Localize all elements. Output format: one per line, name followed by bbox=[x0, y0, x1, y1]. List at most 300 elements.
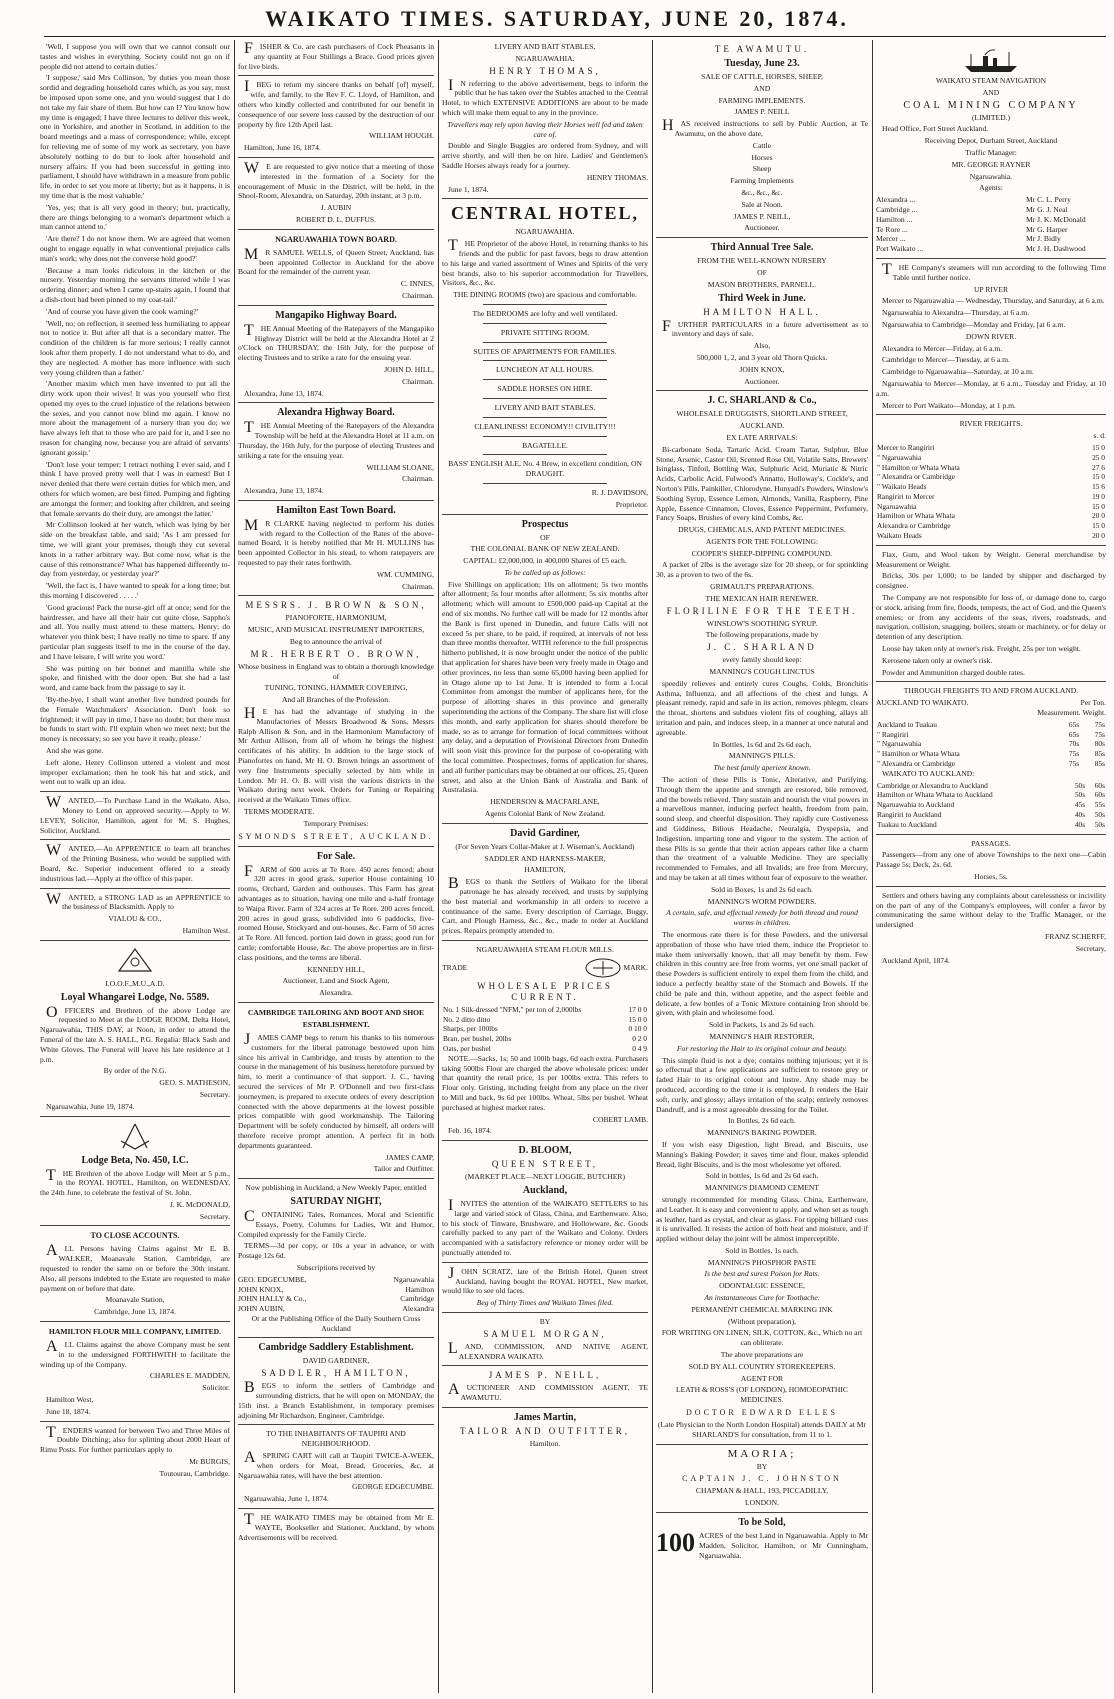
route: Hamilton or Whata Whata to Auckland bbox=[877, 790, 993, 800]
through-header bbox=[876, 698, 1106, 708]
divider bbox=[238, 500, 434, 501]
receiving-depot: Receiving Depot, Durham Street, Auckland bbox=[924, 136, 1058, 146]
freight-price: 25 0 bbox=[1092, 452, 1105, 462]
divider bbox=[238, 402, 434, 403]
brown-sub: Whose business in England was to obtain a thorough knowledge of bbox=[238, 661, 434, 681]
jc-sharland: J. C. SHARLAND bbox=[707, 642, 817, 653]
weight-price: 75s bbox=[1094, 729, 1105, 739]
freight-price: 15 0 bbox=[1092, 501, 1105, 511]
down-river-title: DOWN RIVER. bbox=[965, 331, 1017, 341]
trade-label: TRADE bbox=[442, 962, 468, 972]
floriline: FLORILINE FOR THE TEETH. bbox=[666, 605, 858, 616]
town-board-title: NGARUAWAHIA TOWN BOARD. bbox=[275, 234, 397, 244]
ad-wanted-lad: WANTED, a STRONG LAD as an APPRENTICE to the business of Blacksmith. Apply to bbox=[46, 890, 230, 912]
maoria-city: LONDON. bbox=[745, 1498, 779, 1508]
freight-price: 15 0 bbox=[1092, 442, 1105, 452]
agent-place: Alexandra bbox=[402, 1304, 434, 1314]
close-accounts-title: TO CLOSE ACCOUNTS. bbox=[90, 1231, 180, 1241]
lodge-beta-title: Lodge Beta, No. 450, I.C. bbox=[81, 1154, 189, 1166]
signature: ROBERT D. L. DUFFUS. bbox=[296, 214, 376, 224]
sale-date: Tuesday, June 23. bbox=[724, 58, 800, 69]
neill-name: JAMES P. NEILL, bbox=[488, 1370, 602, 1381]
freight-row bbox=[876, 472, 1106, 482]
to-be-sold-body: ACRES of the best Land in Ngaruawahia. Apply to Mr Madden, Solicitor, Hamilton, or Mr Cunningham, Ngaruawahia. bbox=[699, 1531, 868, 1560]
mills-wholesale: WHOLESALE PRICES CURRENT. bbox=[477, 980, 613, 1002]
linctus-title: MANNING'S COUGH LINCTUS bbox=[709, 667, 815, 677]
loose-hay-note: Loose hay taken only at owner's risk. Freight, 25s per ton weight. bbox=[882, 644, 1081, 654]
agent-place: Te Rore ... bbox=[876, 224, 908, 234]
route: " Rangiriri bbox=[877, 729, 909, 739]
odonta-title: ODONTALGIC ESSENCE, bbox=[719, 1281, 805, 1291]
weekly-intro: Now publishing in Auckland, a New Weekly Paper, entitled bbox=[245, 1183, 427, 1193]
signature-title: Chairman. bbox=[402, 474, 434, 484]
saddlery-title: Cambridge Saddlery Establishment. bbox=[258, 1342, 414, 1354]
central-hotel-feature: The BEDROOMS are lofty and well ventilated. bbox=[472, 308, 618, 318]
through-head: Per Ton. bbox=[1080, 698, 1106, 708]
phosphor-title: MANNING'S PHOSPHOR PASTE bbox=[707, 1257, 817, 1267]
following: The following preparations, made by bbox=[705, 630, 819, 640]
signature-title: Proprietor. bbox=[615, 499, 648, 509]
price-value: 15 0 0 bbox=[628, 1014, 647, 1024]
freights-table bbox=[876, 443, 1106, 541]
price-row bbox=[442, 1015, 648, 1025]
alexandra-title: Alexandra Highway Board. bbox=[277, 407, 395, 419]
agents-list bbox=[876, 195, 1106, 254]
weight-price: 80s bbox=[1094, 739, 1105, 749]
morgan-by: BY bbox=[539, 1316, 551, 1326]
subscription-agent-row bbox=[238, 1285, 434, 1295]
divider bbox=[656, 1444, 868, 1445]
agent-place: Cambridge ... bbox=[876, 204, 918, 214]
date: June 1, 1874. bbox=[448, 184, 489, 194]
martin-name: James Martin, bbox=[513, 1411, 577, 1423]
divider bbox=[876, 414, 1106, 415]
through-to-row bbox=[876, 759, 1106, 769]
through-to-row bbox=[876, 720, 1106, 730]
freight-row bbox=[876, 531, 1106, 541]
signature: COBERT LAMB. bbox=[592, 1114, 648, 1124]
freights-title: RIVER FREIGHTS. bbox=[959, 419, 1023, 429]
route: Rangiriri to Auckland bbox=[877, 810, 942, 819]
central-hotel-title: CENTRAL HOTEL, bbox=[450, 203, 640, 224]
mills-price-table bbox=[442, 1005, 648, 1054]
through-title: THROUGH FREIGHTS TO AND FROM AUCKLAND. bbox=[903, 686, 1079, 696]
through-from-row bbox=[876, 820, 1106, 830]
price-item: Oats, per bushel bbox=[443, 1043, 491, 1053]
subscription-agents bbox=[238, 1275, 434, 1314]
timetable-intro: THE Company's steamers will run according to the following Time Table until further notice. bbox=[882, 260, 1106, 282]
flour-mill-title: HAMILTON FLOUR MILL COMPANY, LIMITED. bbox=[48, 1327, 222, 1337]
central-hotel-body: THE Proprietor of the above Hotel, in returning thanks to his friends and the public for past favors, begs to draw attention to his large and varied assortment of Wines and Spirits of the very best brands, also to his superior accommodation for Travellers, Visitors, &c., &c. bbox=[442, 237, 648, 288]
divider bbox=[483, 398, 607, 399]
freight-row bbox=[876, 463, 1106, 473]
through-head: Measurement. Weight. bbox=[1037, 708, 1106, 718]
through-from-row bbox=[876, 810, 1106, 820]
sale-sub: FARMING IMPLEMENTS. bbox=[718, 95, 806, 105]
divider bbox=[442, 1407, 648, 1408]
price-value: 0 10 0 bbox=[628, 1024, 647, 1034]
divider bbox=[483, 483, 607, 484]
divider bbox=[442, 823, 648, 824]
sharland-sub: WHOLESALE DRUGGISTS, SHORTLAND STREET, bbox=[676, 409, 848, 419]
marking-body: FOR WRITING ON LINEN, SILK, COTTON, &c., Which no art can obliterate. bbox=[661, 1328, 863, 1348]
subscription-agent-row bbox=[238, 1294, 434, 1304]
bloom-title: D. BLOOM, bbox=[518, 1145, 572, 1157]
brown-sub: Beg to announce the arrival of bbox=[289, 637, 383, 647]
signature: KENNEDY HILL, bbox=[307, 964, 365, 974]
date: Hamilton, June 16, 1874. bbox=[244, 143, 321, 153]
baking-body: If you wish easy Digestion, light Bread, and Biscuits, use Manning's Baking Powder; it saves time and flour, makes splendid Bread, light Biscuits, and is the most wholesome yet offered. bbox=[656, 1139, 868, 1169]
story-paragraph: 'Yes, yes; that is all very good in theory; but, practically, there are things belonging to a woman's department which a man cannot attend to.' bbox=[40, 202, 230, 232]
measurement-price: 70s bbox=[1068, 739, 1080, 749]
measurement-price: 40s bbox=[1074, 810, 1086, 819]
marking-title: PERMANENT CHEMICAL MARKING INK bbox=[691, 1304, 833, 1314]
livery-place: NGARUAWAHIA. bbox=[515, 53, 575, 63]
schedule-entry: Cambridge to Ngaruawahia—Saturday, at 10 a.m. bbox=[882, 367, 1034, 377]
price-item: No. 2 ditto ditto bbox=[443, 1014, 491, 1024]
through-to-table bbox=[876, 720, 1106, 769]
date: Alexandra, June 13, 1874. bbox=[244, 486, 324, 496]
divider bbox=[40, 940, 230, 941]
taupiri-body: ASPRING CART will call at Taupiri TWICE-A-WEEK, when orders for Meat, Bread, Groceries, &c, at Ngaruawahia rates, will have the best attention. bbox=[238, 1449, 434, 1480]
central-hotel-feature: SADDLE HORSES ON HIRE. bbox=[497, 384, 593, 394]
up-river-title: UP RIVER bbox=[973, 284, 1009, 294]
prospectus-title: Prospectus bbox=[521, 518, 569, 530]
liability-note: The Company are not responsible for loss of, or damage done to, cargo or stock, arising from fire, floods, tempests, the act of God, and the Queen's enemies; or from any accidents of the seas, rivers, roadsteads, and navigation, collision, snagging, boilers, steam or machinery, or for delay or detention of any description. bbox=[876, 593, 1106, 642]
agents-title: Agents: bbox=[979, 183, 1003, 193]
central-hotel-feature: SUITES OF APARTMENTS FOR FAMILIES. bbox=[473, 346, 617, 356]
sale-title: SALE OF CATTLE, HORSES, SHEEP, bbox=[701, 72, 823, 81]
leath: LEATH & ROSS'S (OF LONDON), HOMOEOPATHIC MEDICINES. bbox=[676, 1385, 848, 1405]
agent-name: Mr G. Harper bbox=[1026, 224, 1068, 234]
signature: JAMES CAMP, bbox=[385, 1152, 434, 1162]
livery-heading: LIVERY AND BAIT STABLES, bbox=[494, 42, 596, 51]
column-divider bbox=[438, 40, 439, 1693]
brown-title: MESSRS. J. BROWN & SON, bbox=[245, 600, 427, 611]
measurement-price: 75s bbox=[1068, 749, 1080, 759]
sold-by: SOLD BY ALL COUNTRY STOREKEEPERS. bbox=[688, 1361, 836, 1371]
coal-title: COAL MINING COMPANY bbox=[903, 99, 1079, 111]
brown-body: HE has had the advantage of studying in the Manufactories of Messrs Broadwood & Sons, Messrs Ralph Allison & Son, and in the Harmonium Manufactory of Mr Arthur Allison, from all of whom he brings the highest certificates of his ability. In addition to the large stock of Pianofortes on hand, Mr H. O. Brown brings an assortment of very fine Instruments specially selected by him while in London. Mr H. O. B. will visit the various districts in the Waikato during next week. Orders for Tuning or Repairing received at the Waikato Times office. bbox=[238, 705, 434, 805]
signature: WM. CUMMING, bbox=[376, 569, 434, 579]
maoria-publisher: CHAPMAN & HALL, 193, PICCADILLY, bbox=[695, 1486, 829, 1496]
morgan-body: LAND, COMMISSION, AND NATIVE AGENT, ALEXANDRA WAIKATO. bbox=[448, 1339, 648, 1361]
measurement-price: 75s bbox=[1068, 759, 1080, 769]
powder-note: Powder and Ammunition charged double rates. bbox=[882, 667, 1025, 677]
martin-trade: TAILOR AND OUTFITTER, bbox=[459, 1425, 631, 1436]
date: Feb. 16, 1874. bbox=[448, 1126, 492, 1136]
ad-wanted-apprentice: WANTED,—An APPRENTICE to learn all branches of the Printing Business, who would be supplied with Board, &c. Superior inducement offered to a steady industrious lad.—Apply at the office of this paper. bbox=[40, 842, 230, 883]
route: " Alexandra or Cambridge bbox=[877, 759, 955, 769]
ad-wanted-land: WANTED,—To Purchase Land in the Waikato. Also, Money to Lend on approved security.—Apply to W. LEVEY, Solicitor, Hamilton, agent for M. S. Hughes, Solicitor, Auckland. bbox=[40, 794, 230, 835]
freight-price: 20 0 bbox=[1092, 511, 1105, 521]
divider bbox=[442, 1365, 648, 1366]
story-paragraph: Mr Collinson looked at her watch, which was lying by her side on the breakfast table, and said; 'As I am pressed for time, we will grant your premises, though they cut several knots in a rather arbitrary way. But come now, what is the cause of this remonstrance? What has happened differently to-day from yesterday, or yesterday year?' bbox=[40, 520, 230, 579]
divider bbox=[442, 198, 648, 199]
cement-body: strongly recommended for mending Glass, China, Earthenware, and Leather. It is easy and convenient to apply, and when set as tough as leather, hard as crystal, and clear as glass. For tipping billiard cues it is unrivalled. It resists the action of both heat and moisture, and if applied without delay the joint will be almost imperceptible. bbox=[656, 1194, 868, 1244]
price-value: 0 2 0 bbox=[632, 1034, 647, 1044]
saddlery-name: DAVID GARDINER, bbox=[302, 1356, 370, 1366]
signature: GEO. S. MATHESON, bbox=[159, 1078, 230, 1088]
tree-nursery: MASON BROTHERS, PARNELL. bbox=[707, 279, 817, 289]
ad-fisher: FISHER & Co. are cash purchasers of Cock Pheasants in any quantity at Four Shillings a Brace. Good prices given for live birds. bbox=[238, 42, 434, 71]
agent-name: JOHN AUBIN, bbox=[238, 1304, 285, 1314]
agent-name: JOHN HALLY & Co., bbox=[238, 1294, 307, 1304]
signature: C. INNES, bbox=[400, 279, 434, 289]
divider bbox=[876, 886, 1106, 887]
divider bbox=[483, 417, 607, 418]
signature-title: Chairman. bbox=[402, 376, 434, 386]
divider bbox=[483, 342, 607, 343]
through-to-row bbox=[876, 730, 1106, 740]
weight-price: 55s bbox=[1094, 800, 1105, 810]
through-from-row bbox=[876, 790, 1106, 800]
date: Alexandra, June 13, 1874. bbox=[244, 388, 324, 398]
schedule-entry: Ngaruawahia to Cambridge—Monday and Friday, [at 6 a.m. bbox=[882, 319, 1066, 329]
freight-price: 20 0 bbox=[1092, 531, 1105, 541]
central-hotel-feature: BASS' ENGLISH ALE, No. 4 Brew, in excellent condition, ON DRAUGHT. bbox=[448, 459, 642, 479]
divider bbox=[876, 681, 1106, 682]
divider bbox=[656, 390, 868, 391]
weight-price: 60s bbox=[1094, 780, 1105, 790]
nav-and: AND bbox=[982, 87, 1000, 97]
masthead: WAIKATO TIMES. SATURDAY, JUNE 20, 1874. bbox=[265, 6, 849, 31]
signature: J. K. McDONALD, bbox=[169, 1199, 230, 1209]
sharland-cooper: COOPER'S SHEEP-DIPPING COMPOUND. bbox=[691, 548, 833, 558]
place: Alexandra. bbox=[319, 988, 353, 998]
saturday-night-body: CONTAINING Tales, Romances, Moral and Scientific Essays, Poetry, Columns for Ladies, Wit and Humor, Compiled expressly for the Family Circle. bbox=[238, 1207, 434, 1239]
freight-route: " Alexandra or Cambridge bbox=[877, 472, 955, 482]
masthead-rule bbox=[44, 36, 1106, 37]
signature: JAMES P. NEILL, bbox=[733, 211, 791, 221]
hamilton-east-title: Hamilton East Town Board. bbox=[276, 504, 396, 516]
date: Ngaruawahia, June 19, 1874. bbox=[46, 1101, 135, 1111]
sale-item: Farming Implements bbox=[730, 176, 794, 186]
divider bbox=[40, 888, 230, 889]
signature: HENRY THOMAS. bbox=[586, 172, 648, 182]
gardiner-body: BEGS to thank the Settlers of Waikato for the liberal patronage he has already received, and trusts by supplying the best material and workmanship in all orders to receive a continuance of the same. Every description of Carriage, Buggy, Cart, and Plough Harness, &c., &c., made to order at Auckland prices. Repairs promptly attended to. bbox=[442, 875, 648, 936]
lodge-beta-notice: THE Brethren of the above Lodge will Meet at 5 p.m., in the ROYAL HOTEL, Hamilton, on WEDNESDAY, the 24th June, to celebrate the festival of St. John. bbox=[40, 1166, 230, 1198]
signature: GEORGE EDGECUMBE. bbox=[352, 1482, 434, 1492]
divider bbox=[40, 1116, 230, 1117]
story-paragraph: 'Well, the fact is, I have wanted to speak for a long time; but this morning I discovered . . . . .' bbox=[40, 581, 230, 601]
divider bbox=[238, 157, 434, 158]
worm-sub: A certain, safe, and effectual remedy for both thread and round worms in children. bbox=[666, 908, 858, 928]
story-paragraph: 'I suppose,' said Mrs Collinson, 'by duties you mean those sordid and degrading household cares which, as you say, must be imposed upon some one, and you would suggest that I do not take my fair share of them. But how can I? You know how my time is engaged; I have three lectures to deliver this week, one in Yorkshire, and another in Scotland, in addition to the board meetings and a mass of correspondence; while, except for relieving me of some of my work as secretary, you have absolutely nothing to do but to look after household and nursery affairs. If you had been successful in getting into parliament, I should have withdrawn in a measure from public life, in order to set you more at liberty; but as it happens, it is my time that is the most valuable.' bbox=[40, 73, 230, 200]
story-paragraph: Left alone, Henry Collinson uttered a violent and most improper exclamation; then he took his hat and stick, and went out to walk up an idea. bbox=[40, 757, 230, 787]
divider bbox=[483, 379, 607, 380]
divider bbox=[876, 258, 1106, 259]
divider bbox=[656, 1512, 868, 1513]
central-hotel-feature: LIVERY AND BAIT STABLES. bbox=[494, 402, 596, 412]
freight-row bbox=[876, 502, 1106, 512]
neill-body: HAS received instructions to sell by Public Auction, at Te Awamutu, on the above date, bbox=[662, 117, 868, 138]
signature: JOHN D. HILL, bbox=[384, 364, 434, 374]
story-paragraph: And she was gone. bbox=[46, 745, 104, 755]
manager-name: MR. GEORGE RAYNER bbox=[951, 159, 1031, 169]
scratz-body: JOHN SCRATZ, late of the British Hotel, Queen street Auckland, having bought the ROYAL HOTEL, New market, would like to see old faces. bbox=[442, 1264, 648, 1296]
marking-sub: (Without preparation), bbox=[727, 1316, 796, 1326]
divider bbox=[238, 305, 434, 306]
worm-body: The enormous rate there is for these Powders, and the universal approbation of those who have tried them, induce the Proprietor to make them universally known, that all may benefit by them. Few children in this country are free from worms, yet one small packet of these Powders is sufficient entirely to expel them from the child, and induce a perfectly healthy state of the Stomach and Bowels. If the child be pale and thin, without appetite, and the aspect feeble and delicate, a few bottles of a Tonic Mixture containing Iron should be given, with plain and wholesome food. bbox=[656, 929, 868, 1018]
thomas-italic: Travellers may rely upon having their Horses well fed and taken care of. bbox=[447, 119, 643, 139]
worm-title: MANNING'S WORM POWDERS. bbox=[707, 896, 817, 906]
schedule-entry: Ngaruawahia to Mercer—Monday, at 6 a.m., Tuesday and Friday, at 10 a.m. bbox=[876, 378, 1106, 398]
price-row bbox=[442, 1034, 648, 1044]
prospectus-body: Five Shillings on application; 10s on allotment; 5s two months after allotment; 5s four months after allotment; 5s six months after allotment; which will amount to £500,000 paid-up Capital at the end of six months. No further call will be made for 12 months after the Bank is first opened in Dunedin, and future Calls will not exceed 5s per share, to be paid, if required, at intervals of not less than three months thereafter. WITH reference to the full prospectus hitherto published, it is now brought under the notice of the public that application for shares have been very freely made in Otago and other provinces, no less than some 65,000 having been applied for in Otago alone up to 1st June. It is intended to form a Local Committee from amongst the number of applicants here, for the purpose of allotting shares in this province and generally superintending the actions of the Company. The share list will close this month, and early application for shares should therefore be made, so as to arrange for formation of local committees without any delay, and a deputation of Provisional Directors from Dunedin will soon visit this province for the purpose of co-operating with the local committee. Prospectuses, forms of application for shares, and all further particulars may be obtained at our offices, 25, Queen street, and also at the Union Bank of Australia and Bank of Australasia. bbox=[442, 579, 648, 795]
prospectus-called: To be called up as follows: bbox=[504, 567, 586, 577]
schedule-entry: Mercer to Port Waikato—Monday, at 1 p.m. bbox=[882, 400, 1016, 410]
winslow: WINSLOW'S SOOTHING SYRUP. bbox=[706, 618, 818, 628]
schedule-entry: Cambridge to Mercer—Tuesday, at 6 a.m. bbox=[882, 355, 1010, 365]
signature: VIALOU & CO., bbox=[108, 914, 162, 924]
price: Sold in Packets, 1s and 2s 6d each. bbox=[708, 1020, 816, 1030]
linctus-body: speedily relieves and entirely cures Coughs, Colds, Bronchitis Asthma, Influenza, and all affections of the chest and lungs. A pleasant remedy, rapid and safe in its action, removes phlegm, clears the throat, shortens and subdues violent fits of coughing, allays all irritation and pain, and induces sleep, in a manner at once natural and agreeable. bbox=[656, 678, 868, 737]
central-hotel-place: NGARUAWAHIA. bbox=[515, 227, 575, 237]
story-text bbox=[40, 42, 230, 787]
route: " Ngaruawahia bbox=[877, 739, 922, 749]
weight-price: 50s bbox=[1094, 810, 1105, 819]
family: every family should keep: bbox=[722, 655, 802, 665]
kerosene-note: Kerosene taken only at owner's risk. bbox=[882, 655, 993, 665]
agent-name: GEO. EDGECUMBE, bbox=[238, 1274, 307, 1284]
price-value: 0 4 9 bbox=[632, 1043, 647, 1053]
measurement-price: 50s bbox=[1074, 780, 1086, 790]
sale-and: AND bbox=[753, 83, 771, 93]
price-item: Bran, per bushel, 20lbs bbox=[443, 1034, 512, 1044]
brown-sub: PIANOFORTE, HARMONIUM, bbox=[285, 613, 387, 623]
brown-sub: And all Branches of the Profession. bbox=[282, 695, 390, 705]
price: In Bottles, 1s 6d and 2s 6d each. bbox=[712, 739, 812, 749]
neill-body: AUCTIONEER AND COMMISSION AGENT, TE AWAMUTU. bbox=[448, 1381, 648, 1403]
agent-row bbox=[876, 244, 1106, 254]
brown-sub: TUNING, TONING, HAMMER COVERING, bbox=[264, 683, 408, 693]
through-head: AUCKLAND TO WAIKATO. bbox=[876, 698, 969, 708]
freight-row bbox=[876, 453, 1106, 463]
for-sale-body: FARM of 600 acres at Te Rore. 450 acres fenced; about 320 acres in good grass, superior House containing 10 rooms, Orchard, Garden and outhouses. This Farm has great advantages as to situation, having one mile and a-half frontage to Waipa River. Farm of 324 acres at Te Rore. 200 acres fenced, 200 acres in good grass, subdivided into 6 paddocks, five-roomed House, Stockyard and out-houses, &c. Farm of 50 acres at Te Rore. All fenced, portion laid down in grass; good run for cattle; comfortable House, &c. The above properties are in first-class positions, and the terms are liberal. bbox=[238, 862, 434, 962]
tree-hall: HAMILTON HALL. bbox=[703, 306, 821, 317]
price: In Bottles, 2s 6d each. bbox=[728, 1116, 796, 1126]
freight-route: Mercer to Rangiriri bbox=[877, 442, 935, 452]
story-paragraph: 'Because a man looks ridiculous in the kitchen or the nursery. Yesterday morning the servants tittered while I was ordering dinner; and when I came up-stairs again, I found that a dish-clout had been pinned to my coat-tail.' bbox=[40, 265, 230, 304]
manager-place: Ngaruawahia. bbox=[969, 171, 1013, 181]
mexican: THE MEXICAN HAIR RENEWER. bbox=[705, 593, 819, 603]
route: " Hamilton or Whata Whata bbox=[877, 749, 960, 759]
brown-name: MR. HERBERT O. BROWN, bbox=[250, 648, 422, 659]
pills-body: The action of these Pills is Tonic, Alterative, and Purifying. Through them the appetite and strength are restored, bile removed, and the bowels relieved. They sustain and nourish the vital powers in a marvellous manner, inducing perfect health, freedom from pain, sound sleep, and cheerful disposition. They rapidly cure Costiveness and Giddiness, Bilious Headache, Neuralgia, Dyspepsia, and Indigestion, imparting tone and vigour to the system. The action of these Pills is so gentle that their action appears rather like a charm than the treatment of a valuable Medicine. They are specially recommended to Females, and all Invalids; are free from Mercury, and may be taken at all times without fear of exposure to the weather. bbox=[656, 775, 868, 882]
divider bbox=[40, 839, 230, 840]
brown-sub: MUSIC, AND MUSICAL INSTRUMENT IMPORTERS, bbox=[247, 625, 425, 635]
alexandra-notice: THE Annual Meeting of the Ratepayers of the Alexandra Township will be held at the Alexandra Hotel at 11 a.m. on Thursday, the 16th July, for the purpose of electing Trustees and striking a rate for the ensuing year. bbox=[238, 419, 434, 460]
measurement-price: 65s bbox=[1068, 719, 1080, 729]
divider bbox=[483, 436, 607, 437]
divider bbox=[483, 454, 607, 455]
elles-body: (Late Physician to the North London Hospital) attends DAILY at Mr SHARLAND'S for consultation, from 11 to 1. bbox=[657, 1420, 867, 1439]
signature-title: Solicitor. bbox=[202, 1383, 230, 1393]
freight-row bbox=[876, 492, 1106, 502]
sale-item: Horses bbox=[751, 152, 773, 162]
sale-item: Sheep bbox=[752, 164, 772, 174]
tenders-notice: TENDERS wanted for between Two and Three Miles of Double Ditching; also for splitting about 2000 Heart of Rimu Posts. For further particulars apply to bbox=[40, 1423, 230, 1455]
bloom-street: QUEEN STREET, bbox=[491, 1159, 599, 1170]
town-board-notice: MR SAMUEL WELLS, of Queen Street, Auckland, has been appointed Collector in Auckland for the above Board for the remainder of the current year. bbox=[238, 245, 434, 277]
up-river-list bbox=[876, 296, 1106, 329]
column-divider bbox=[872, 40, 873, 1693]
complaints-body: Settlers and others having any complaints about carelessness or incivility on the part of any of the Company's employees, will confer a favor by communicating the same without delay to the Traffic Manager, or the undersigned bbox=[876, 890, 1106, 930]
signature-title: Tailor and Outfitter. bbox=[373, 1164, 434, 1174]
agent-name: Mr J. K. McDonald bbox=[1026, 214, 1086, 224]
divider bbox=[442, 514, 648, 515]
signature: HENDERSON & MACFARLANE, bbox=[490, 797, 600, 807]
tree-of: OF bbox=[757, 267, 767, 277]
above-prep: The above preparations are bbox=[720, 1350, 804, 1360]
lodge-order-line: By order of the N.G. bbox=[103, 1066, 167, 1076]
price: Sold in bottles, 1s 6d and 2s 6d each. bbox=[705, 1171, 819, 1181]
acres-number: 100 bbox=[656, 1528, 695, 1558]
odonta-sub: An instantaneous Cure for Toothache. bbox=[704, 1293, 820, 1303]
prospectus-of: OF bbox=[540, 532, 550, 542]
signature-title: Secretary. bbox=[199, 1089, 230, 1099]
price-row bbox=[442, 1005, 648, 1015]
freight-row bbox=[876, 521, 1106, 531]
weight-price: 75s bbox=[1094, 719, 1105, 729]
tree-from: FROM THE WELL-KNOWN NURSERY bbox=[697, 256, 827, 266]
story-paragraph: 'Well, no; on reflection, it seemed less humiliating to appear not to notice it. But after all that is a secondary matter. The condition of the children is far more serious; I really cannot look after them properly. I do not understand what to do, and they are neglected. A mother has more influence with such very young children than a father.' bbox=[40, 318, 230, 377]
agent-place: Mercer ... bbox=[876, 234, 906, 244]
tailor-title: CAMBRIDGE TAILORING AND BOOT AND SHOE ESTABLISHMENT. bbox=[247, 1007, 425, 1029]
divider bbox=[238, 1508, 434, 1509]
gardiner-sub: (For Seven Years Collar-Maker at J. Wiseman's, Auckland) bbox=[455, 841, 635, 851]
place: Moanavale Station, bbox=[105, 1295, 165, 1305]
central-hotel-feature: BAGATELLE. bbox=[522, 440, 568, 450]
awamutu-heading: TE AWAMUTU. bbox=[714, 44, 810, 54]
story-paragraph: She was putting on her bonnet and mantilla while she spoke, and finished with the door open. But she had a last word, and came back from the passage to say it. bbox=[40, 663, 230, 693]
signature: WILLIAM SLOANE, bbox=[366, 462, 434, 472]
agent-row bbox=[876, 234, 1106, 244]
tree-body: FURTHER PARTICULARS in a future advertisement as to inventory and days of sale. bbox=[662, 317, 868, 339]
divider bbox=[238, 595, 434, 596]
measurement-price: 50s bbox=[1074, 790, 1086, 800]
flour-mill-notice: ALL Claims against the above Company must be sent in to the undersigned FORTHWITH to facilitate the winding up of the Company. bbox=[40, 1338, 230, 1369]
agent-name: Mr J. Bidly bbox=[1026, 234, 1061, 244]
agent-row bbox=[876, 225, 1106, 235]
mark-label: MARK. bbox=[623, 962, 648, 972]
central-hotel-feature: THE DINING ROOMS (two) are spacious and comfortable. bbox=[453, 290, 637, 300]
tailor-body: JAMES CAMP begs to return his thanks to his numerous customers for the liberal patronage bestowed upon him since his arrival in Cambridge, and trusts by attention to the course in the management of his business heretofore pursued by him, to merit a continuance of that support. J. C., having secured the services of Mr P. O'Donnell and two first-class journeymen, is prepared to execute orders of every description connected with the above departments at the lowest possible prices compatible with good workmanship. The Tailoring Department will be solely conducted by himself, all orders will therefore receive prompt attention. A perfect fit in both departments guaranteed. bbox=[238, 1030, 434, 1150]
times-notice: THE WAIKATO TIMES may be obtained from Mr E. WAYTE, Bookseller and Stationer, Auckland, by whom Advertisements will be received. bbox=[238, 1511, 434, 1542]
through-to-row bbox=[876, 739, 1106, 749]
divider bbox=[238, 229, 434, 230]
lodge-emblem-icon bbox=[115, 945, 155, 975]
steamer-icon bbox=[961, 46, 1021, 74]
passages-title: PASSAGES. bbox=[971, 838, 1011, 848]
freight-price: 15 0 bbox=[1092, 521, 1105, 531]
brown-premises: Temporary Premises: bbox=[303, 818, 369, 828]
pills-sub: The best family aperient known. bbox=[713, 763, 811, 773]
freight-price: 15 6 bbox=[1092, 482, 1105, 492]
mills-trademark bbox=[442, 957, 648, 979]
agent-place: Hamilton ... bbox=[876, 214, 913, 224]
baking-title: MANNING'S BAKING POWDER. bbox=[707, 1128, 817, 1138]
close-accounts-notice: ALL Persons having Claims against Mr E. B. WALKER, Moanavale Station, Cambridge, are requested to render the same on or before the 30th instant. Also, all persons indebted to the Estate are requested to make payment on or before that date. bbox=[40, 1242, 230, 1293]
tree-sale-title: Third Annual Tree Sale. bbox=[710, 242, 814, 254]
divider bbox=[40, 1421, 230, 1422]
tree-also: Also, bbox=[753, 341, 771, 351]
mangapiko-title: Mangapiko Highway Board. bbox=[275, 309, 397, 321]
freight-route: " Ngaruawahia bbox=[877, 452, 922, 462]
weight-price: 50s bbox=[1094, 819, 1105, 829]
prospectus-bank: THE COLONIAL BANK OF NEW ZEALAND. bbox=[470, 544, 620, 554]
